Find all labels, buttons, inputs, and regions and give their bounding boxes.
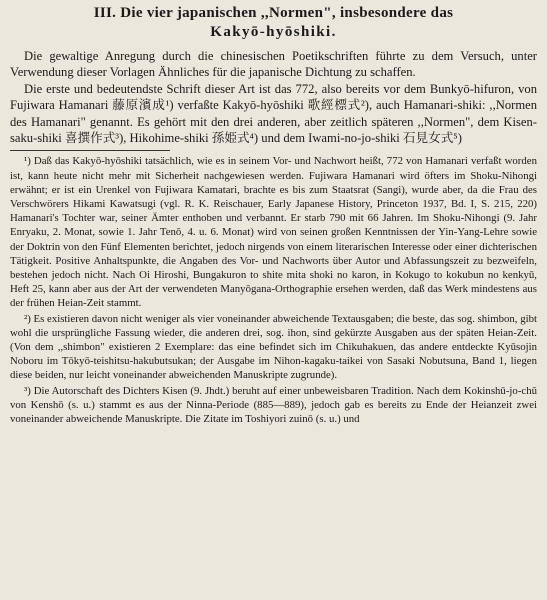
main-text [10,48,537,146]
footnote-3: ³) Die Autorschaft des Dichters Kisen (9. Jhdt.) beruht auf einer unbeweisbaren Tradition. Nach dem Kokinshū-jo-chū von Kenshō (s. u.) stammt es aus der Ninna-Periode (885—889), jedoch gab es bereits zu Ende der Heianzeit zwei voneinander abweichende Manuskripte. Die Zitate im Toshiyori zuinō (s. u.) und [10,384,537,426]
heading-line-2: Kakyō-hyōshiki. [210,24,337,40]
section-heading [10,4,537,42]
footnote-1: ¹) Daß das Kakyō-hyōshiki tatsächlich, wie es in seinem Vor- und Nachwort heißt, 772 von Hamanari verfaßt worden ist, kann heute nicht mehr mit Sicherheit nachgewiesen werden. Fujiwara Hamanari wird öfters im Shoku-Nihongi erwähnt; er ist ein Urenkel von Fujiwara Kamatari, brachte es bis zum Staatsrat (Sangi), wurde aber, da die Frau des Verschwörers Hikami Kawatsugi (vgl. R. K. Reischauer, Early Japanese History, Princeton 1937, Bd. I, S. 215, 220) Hamanari's Tochter war, seiner Ämter enthoben und verbannt. Er starb 790 mit 66 Jahren. Im Shoku-Nihongi (9. Jahr Enryaku, 2. Monat, sowie 1. Jahr Tenō, 4. u. 6. Monat) wird von seinen großen Kenntnissen der Yin-Yang-Lehre sowie der Doktrin von den Fünf Elementen berichtet, jedoch nirgends von einem literarischen Interesse oder einer dichterischen Tätigkeit. Positive Anhaltspunkte, die Angaben des Vor- und Nachworts über Autor und Abfassungszeit zu bezweifeln, bestehen jedoch nicht. Nach Oi Hiroshi, Bungakuron to shite mita shoki no karon, in Kokugo to kokubun no kenkyū, Heft 25, kann aber aus der Art der verwendeten Manyōgana-Orthographie ersehen werden, daß das Werk mindestens aus der frühen Heian-Zeit stammt. [10,155,537,310]
footnote-rule [10,150,170,151]
footnote-2: ²) Es existieren davon nicht weniger als vier voneinander abweichende Textausgaben; die beste, das sog. shimbon, gibt wohl die ursprüngliche Fassung wieder, die anderen drei, sog. ihon, sind gekürzte Ausgaben aus der späten Heian-Zeit. (Von dem ,,shimbon" existieren 2 Exemplare: das eine befindet sich im Chikuhakuen, das andere entdeckte Kyūsojin Noboru im Tōkyō-teishitsu-hakubutsukan; der Ausgabe im Nihon-kagaku-taikei von Sasaki Nobutsuna, Band 1, liegen diese beiden, nur leicht voneinander abweichenden Manuskripte zugrunde). [10,312,537,382]
footnotes [10,154,537,426]
paragraph-2: Die erste und bedeutendste Schrift dieser Art ist das 772, also bereits vor dem Bunkyō-hifuron, von Fujiwara Hamanari 藤原濱成¹) verfaßte Kakyō-hyōshiki 歌經標式²), auch Hamanari-shiki: ,,Normen des Hamanari" genannt. Es gehört mit den drei anderen, aber zeitlich späteren ,,Normen", dem Kisen-saku-shiki 喜撰作式³), Hikohime-shiki 孫姫式⁴) und dem Iwami-no-jo-shiki 石見女式⁵) [10,81,537,146]
heading-line-1: III. Die vier japanischen ,,Normen", insbesondere das [93,5,454,21]
paragraph-1: Die gewaltige Anregung durch die chinesischen Poetikschriften führte zu dem Versuch, unter Verwendung dieser Vorlagen Ähnliches für die japanische Dichtung zu schaffen. [10,49,537,80]
